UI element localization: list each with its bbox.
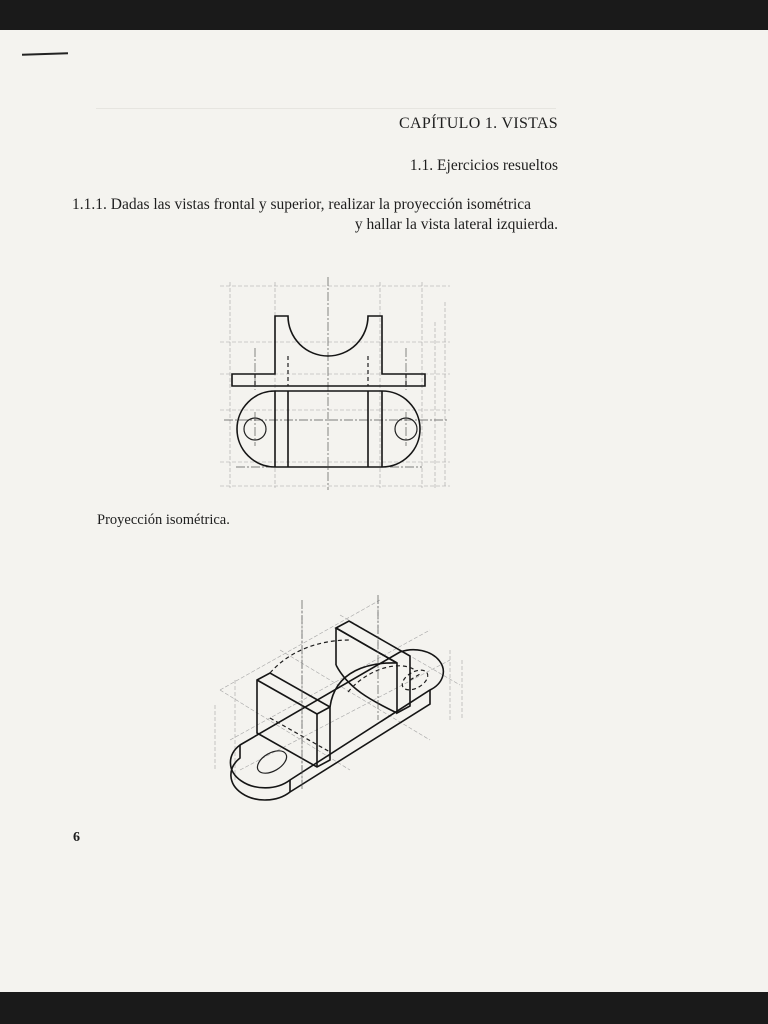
corner-mark <box>22 52 68 56</box>
top-view-outline <box>237 391 420 467</box>
iso-right-hole <box>399 666 431 694</box>
section-heading: 1.1. Ejercicios resueltos <box>409 157 558 174</box>
exercise-line-2: y hallar la vista lateral izquierda. <box>354 216 558 233</box>
orthographic-views-drawing <box>200 262 460 492</box>
iso-left-hole <box>254 746 291 778</box>
book-page <box>0 30 768 992</box>
exercise-statement <box>72 195 558 235</box>
isometric-caption: Proyección isométrica. <box>97 512 230 528</box>
front-view-hidden-lines <box>255 356 406 386</box>
isometric-projection-drawing <box>200 570 480 810</box>
show-through-rule <box>96 108 556 109</box>
chapter-heading: CAPÍTULO 1. VISTAS <box>399 115 558 132</box>
center-lines <box>224 277 448 490</box>
iso-base-plate <box>230 650 443 788</box>
front-view-outline <box>232 316 425 386</box>
page-number: 6 <box>73 830 80 845</box>
top-view-details <box>244 391 417 467</box>
exercise-line-1: 1.1.1. Dadas las vistas frontal y superior, realizar la proyección isométrica <box>72 196 532 213</box>
